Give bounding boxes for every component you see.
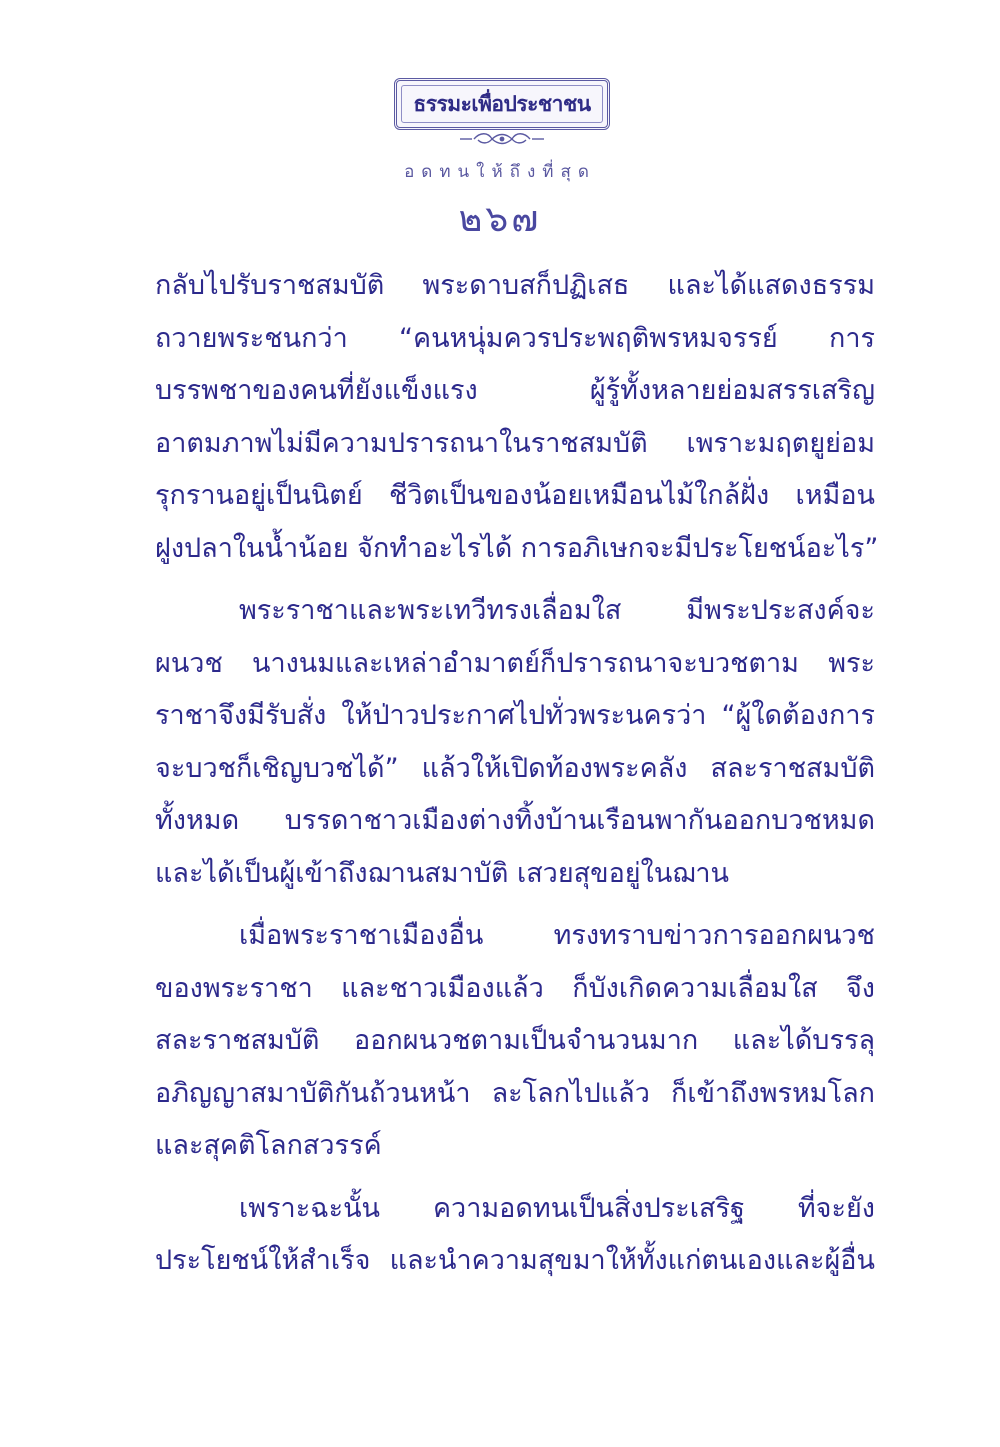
text-line: กลับไปรับราชสมบัติ พระดาบสก็ปฏิเสธ และได้แสดงธรรม: [155, 270, 875, 301]
text-line: สละราชสมบัติ ออกผนวชตามเป็นจำนวนมาก และได้บรรลุ: [155, 1025, 875, 1056]
text-line: ฝูงปลาในน้ำน้อย จักทำอะไรได้ การอภิเษกจะมีประโยชน์อะไร”: [155, 532, 879, 564]
text-line: จะบวชก็เชิญบวชได้” แล้วให้เปิดท้องพระคลัง สละราชสมบัติ: [155, 752, 875, 784]
paragraph: [155, 1183, 875, 1288]
text-line: อภิญญาสมาบัติกันถ้วนหน้า ละโลกไปแล้ว ก็เข้าถึงพรหมโลก: [155, 1077, 875, 1109]
text-line: ประโยชน์ให้สำเร็จ และนำความสุขมาให้ทั้งแก่ตนเองและผู้อื่น: [155, 1245, 875, 1276]
text-line: พระราชาและพระเทวีทรงเลื่อมใส มีพระประสงค์จะ: [239, 595, 875, 626]
text-line: ถวายพระชนกว่า “คนหนุ่มควรประพฤติพรหมจรรย์ การ: [155, 322, 875, 354]
chapter-title: อดทนให้ถึงที่สุด: [404, 162, 596, 182]
text-line: เมื่อพระราชาเมืองอื่น ทรงทราบข่าวการออกผนวช: [239, 920, 875, 951]
text-line: อาตมภาพไม่มีความปรารถนาในราชสมบัติ เพราะมฤตยูย่อม: [155, 427, 875, 459]
ornament-icon: [394, 128, 610, 150]
text-line: ทั้งหมด บรรดาชาวเมืองต่างทิ้งบ้านเรือนพากันออกบวชหมด: [155, 805, 875, 836]
page-number: ๒๖๗: [458, 199, 542, 240]
text-line: ของพระราชา และชาวเมืองแล้ว ก็บังเกิดความเลื่อมใส จึง: [155, 972, 875, 1004]
text-line: ผนวช นางนมและเหล่าอำมาตย์ก็ปรารถนาจะบวชตาม พระ: [155, 647, 875, 679]
paragraph: [155, 585, 875, 900]
body-text: [155, 260, 879, 1288]
paragraph: [155, 910, 875, 1173]
text-line: และได้เป็นผู้เข้าถึงฌานสมาบัติ เสวยสุขอยู่ในฌาน: [155, 857, 729, 889]
paragraph: [155, 260, 879, 575]
text-line: รุกรานอยู่เป็นนิตย์ ชีวิตเป็นของน้อยเหมือนไม้ใกล้ฝั่ง เหมือน: [155, 480, 875, 511]
logo-text: ธรรมะเพื่อประชาชน: [413, 92, 591, 116]
series-logo: [394, 78, 610, 150]
text-line: เพราะฉะนั้น ความอดทนเป็นสิ่งประเสริฐ ที่จะยัง: [239, 1192, 875, 1224]
text-line: บรรพชาของคนที่ยังแข็งแรง ผู้รู้ทั้งหลายย่อมสรรเสริญ: [155, 375, 875, 406]
text-line: ราชาจึงมีรับสั่ง ให้ป่าวประกาศไปทั่วพระนครว่า “ผู้ใดต้องการ: [155, 700, 875, 731]
text-line: และสุคติโลกสวรรค์: [155, 1130, 382, 1161]
